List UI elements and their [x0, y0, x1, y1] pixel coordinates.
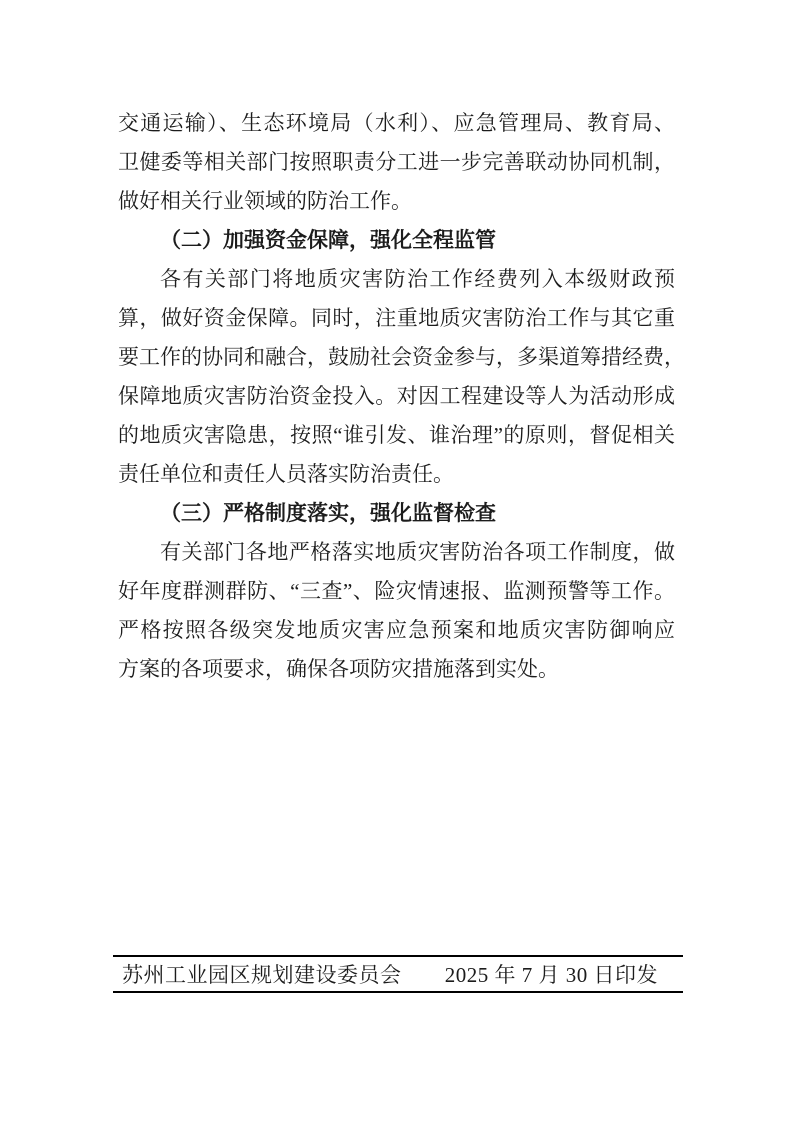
- document-line: 保障地质灾害防治资金投入。对因工程建设等人为活动形成: [118, 384, 675, 408]
- document-footer: [113, 955, 683, 993]
- document-line: 交通运输）、生态环境局（水利）、应急管理局、教育局、: [118, 111, 675, 135]
- document-line: 方案的各项要求，确保各项防灾措施落到实处。: [118, 657, 559, 681]
- document-body: [118, 104, 685, 689]
- document-line: 卫健委等相关部门按照职责分工进一步完善联动协同机制，: [118, 150, 675, 174]
- footer-print-date: 2025 年 7 月 30 日印发: [444, 963, 658, 987]
- section-heading-2: （二）加强资金保障，强化全程监管: [160, 228, 496, 252]
- document-line: 要工作的协同和融合，鼓励社会资金参与，多渠道筹措经费，: [118, 345, 685, 369]
- document-line: 责任单位和责任人员落实防治责任。: [118, 462, 454, 486]
- document-line: 做好相关行业领域的防治工作。: [118, 189, 412, 213]
- footer-issuer: 苏州工业园区规划建设委员会: [122, 963, 402, 987]
- document-line: 的地质灾害隐患，按照“谁引发、谁治理”的原则，督促相关: [118, 423, 675, 447]
- document-line: 算，做好资金保障。同时，注重地质灾害防治工作与其它重: [118, 306, 675, 330]
- document-line: 有关部门各地严格落实地质灾害防治各项工作制度，做: [160, 540, 675, 564]
- document-line: 各有关部门将地质灾害防治工作经费列入本级财政预: [160, 267, 675, 291]
- document-line: 严格按照各级突发地质灾害应急预案和地质灾害防御响应: [118, 618, 675, 642]
- section-heading-3: （三）严格制度落实，强化监督检查: [160, 501, 496, 525]
- document-line: 好年度群测群防、“三查”、险灾情速报、监测预警等工作。: [118, 579, 675, 603]
